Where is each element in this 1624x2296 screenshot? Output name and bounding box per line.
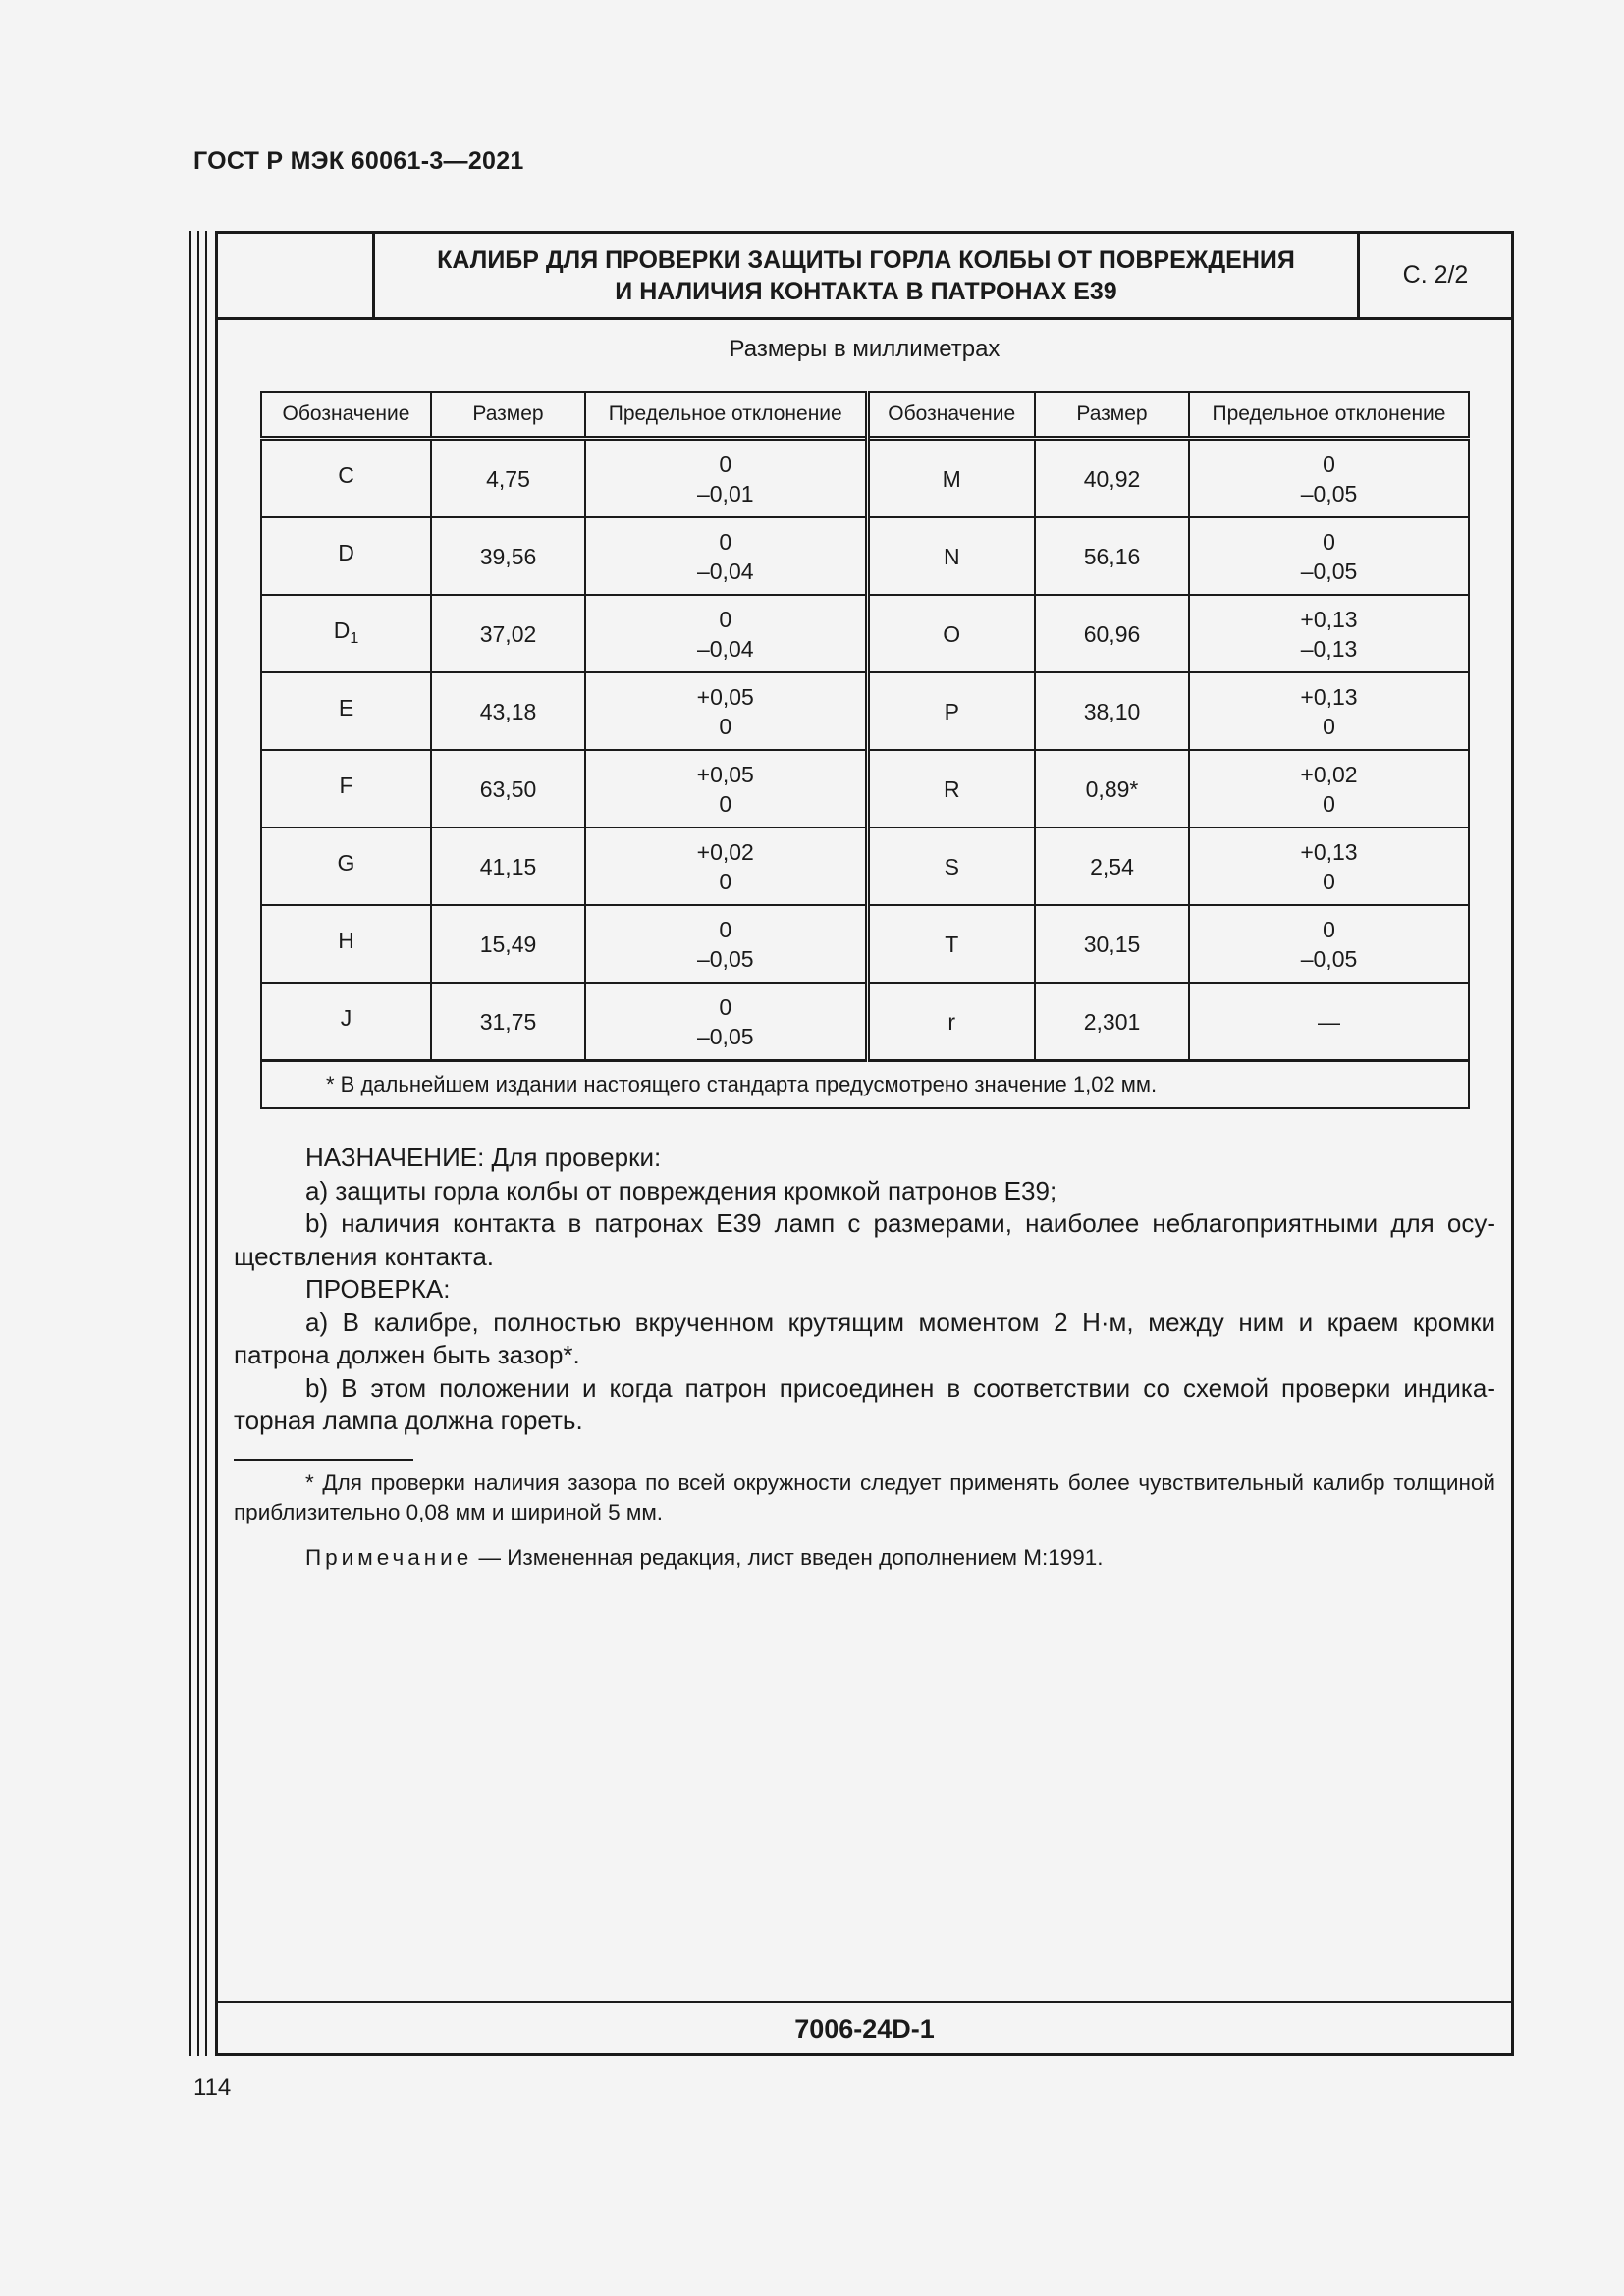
designation: F [339,772,353,798]
tolerance-lower: –0,05 [1300,480,1358,507]
tolerance-upper: 0 [1323,451,1335,477]
tolerance-lower: 0 [1323,713,1335,739]
note-text: — Измененная редакция, лист введен дополнением М:1991. [472,1545,1104,1570]
table-row [261,595,1469,672]
designation-cell [261,672,431,750]
designation-cell: P [867,672,1035,750]
designation: D [338,539,354,565]
size-cell: 60,96 [1035,595,1189,672]
tolerance-upper: 0 [719,451,732,477]
tolerance-lower: –0,05 [1300,945,1358,972]
size-cell: 43,18 [431,672,585,750]
size-cell: 40,92 [1035,439,1189,518]
designation-cell [261,828,431,905]
note-label: Примечание [305,1545,473,1570]
table-row [261,672,1469,750]
tolerance-lower: –0,05 [696,1023,754,1049]
size-cell: 38,10 [1035,672,1189,750]
tolerance-cell [585,750,867,828]
table-row [261,750,1469,828]
tolerance-lower: –0,04 [696,635,754,662]
tolerance-upper: — [1318,1008,1340,1035]
table-row [261,983,1469,1061]
tolerance-upper: +0,05 [696,683,754,710]
page-number: 114 [193,2074,232,2101]
designation-cell [261,439,431,518]
purpose-heading: НАЗНАЧЕНИЕ: Для проверки: [305,1143,662,1172]
tolerance-cell [1189,517,1469,595]
binding-line [197,231,199,2056]
tolerance-lower: –0,05 [1300,558,1358,584]
check-item-a: а) В калибре, полностью вкрученном крутящим моментом 2 Н·м, между ним и краем кромки патрона должен быть зазор*. [234,1307,1495,1369]
designation-cell [261,750,431,828]
column-header: Предельное отклонение [585,392,867,439]
purpose-item-b: b) наличия контакта в патронах Е39 ламп с размерами, наиболее неблагоприятными для осу-ществления контакта. [234,1208,1495,1271]
binding-line [205,231,207,2056]
binding-line [189,231,191,2056]
tolerance-upper: 0 [719,606,732,632]
tolerance-upper: 0 [719,528,732,555]
size-cell: 39,56 [431,517,585,595]
designation-cell [261,595,431,672]
tolerance-upper: 0 [719,916,732,942]
tolerance-lower: –0,04 [696,558,754,584]
designation-cell: N [867,517,1035,595]
designation-cell [261,905,431,983]
sheet-code: 7006-24D-1 [218,2001,1511,2056]
designation-cell [261,517,431,595]
tolerance-lower: –0,01 [696,480,754,507]
column-header: Обозначение [867,392,1035,439]
tolerance-lower: 0 [719,790,732,817]
tolerance-lower: 0 [1323,868,1335,894]
designation-cell: T [867,905,1035,983]
tolerance-cell [585,983,867,1061]
tolerance-lower: 0 [719,868,732,894]
column-header: Размер [1035,392,1189,439]
page-footnote: * Для проверки наличия зазора по всей окружности следует применять более чувствительный калибр толщиной приблизительно 0,08 мм и шириной 5 мм. [234,1470,1495,1524]
tolerance-cell [1189,595,1469,672]
tolerance-cell [585,905,867,983]
tolerance-cell [585,828,867,905]
table-header-row [261,392,1469,439]
tolerance-cell [1189,983,1469,1061]
sheet-title [375,234,1360,317]
designation: H [338,927,354,953]
purpose-item-a: а) защиты горла колбы от повреждения кромкой патронов Е39; [305,1175,1057,1205]
size-cell: 2,54 [1035,828,1189,905]
tolerance-cell [1189,672,1469,750]
size-cell: 4,75 [431,439,585,518]
size-cell: 31,75 [431,983,585,1061]
sheet-title-line1: КАЛИБР ДЛЯ ПРОВЕРКИ ЗАЩИТЫ ГОРЛА КОЛБЫ ОТ ПОВРЕЖДЕНИЯ [437,245,1295,274]
check-heading: ПРОВЕРКА: [305,1274,451,1304]
size-cell: 15,49 [431,905,585,983]
size-cell: 37,02 [431,595,585,672]
size-cell: 2,301 [1035,983,1189,1061]
table-footnote-row [261,1061,1469,1109]
designation: D [333,616,351,643]
table-row [261,828,1469,905]
tolerance-lower: 0 [719,713,732,739]
size-cell: 0,89* [1035,750,1189,828]
tolerance-lower: –0,05 [696,945,754,972]
column-header: Обозначение [261,392,431,439]
tolerance-upper: +0,05 [696,761,754,787]
designation: E [338,694,354,721]
size-cell: 41,15 [431,828,585,905]
units-caption: Размеры в миллиметрах [729,336,1001,362]
tolerance-upper: +0,13 [1300,838,1358,865]
size-cell: 56,16 [1035,517,1189,595]
check-item-b: b) В этом положении и когда патрон присоединен в соответствии со схемой проверки индика-торная лампа должна гореть. [234,1372,1495,1435]
size-cell: 63,50 [431,750,585,828]
tolerance-upper: 0 [1323,528,1335,555]
designation-subscript: 1 [350,628,359,647]
tolerance-cell [1189,439,1469,518]
tolerance-cell [1189,828,1469,905]
tolerance-upper: +0,02 [1300,761,1358,787]
designation: G [337,849,355,876]
sheet-title-line2: И НАЛИЧИЯ КОНТАКТА В ПАТРОНАХ Е39 [615,277,1117,305]
tolerance-cell [585,595,867,672]
designation: C [338,461,354,488]
table-row [261,905,1469,983]
sheet-frame [215,231,1514,2056]
tolerance-lower: –0,13 [1300,635,1358,662]
tolerance-cell [585,439,867,518]
note [305,1545,1104,1571]
tolerance-cell [1189,750,1469,828]
designation-cell [261,983,431,1061]
designation-cell: R [867,750,1035,828]
designation-cell: O [867,595,1035,672]
tolerance-cell [585,517,867,595]
designation-cell: r [867,983,1035,1061]
footnote-rule [234,1459,413,1461]
table-row [261,517,1469,595]
designation-cell: S [867,828,1035,905]
tolerance-upper: +0,13 [1300,606,1358,632]
tolerance-lower: 0 [1323,790,1335,817]
tolerance-upper: 0 [719,993,732,1020]
table-row [261,439,1469,518]
column-header: Предельное отклонение [1189,392,1469,439]
tolerance-upper: +0,13 [1300,683,1358,710]
dimensions-table [260,391,1470,1109]
column-header: Размер [431,392,585,439]
tolerance-upper: 0 [1323,916,1335,942]
tolerance-cell [585,672,867,750]
sheet-number: С. 2/2 [1402,261,1469,289]
document-header: ГОСТ Р МЭК 60061-3—2021 [193,147,524,175]
size-cell: 30,15 [1035,905,1189,983]
designation-cell: M [867,439,1035,518]
body-text [234,1142,1495,1438]
tolerance-cell [1189,905,1469,983]
tolerance-upper: +0,02 [696,838,754,865]
designation: J [340,1004,352,1031]
title-block-empty-cell [218,234,375,317]
title-block [218,234,1511,320]
table-footnote: * В дальнейшем издании настоящего стандарта предусмотрено значение 1,02 мм. [261,1061,1469,1109]
